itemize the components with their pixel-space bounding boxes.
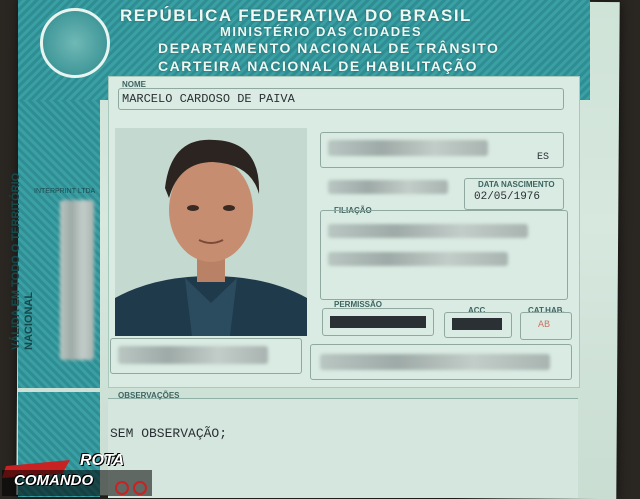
redacted-father xyxy=(328,224,528,238)
header-republic: REPÚBLICA FEDERATIVA DO BRASIL xyxy=(120,6,472,25)
header-department: DEPARTAMENTO NACIONAL DE TRÂNSITO xyxy=(158,40,500,56)
header-ministry: MINISTÉRIO DAS CIDADES xyxy=(220,24,423,39)
coat-of-arms-icon xyxy=(40,8,110,78)
redacted-side-number xyxy=(60,200,94,360)
permission-bar xyxy=(330,316,426,328)
birth-date-label: DATA NASCIMENTO xyxy=(478,180,555,189)
redacted-registration xyxy=(118,346,268,364)
category-value: AB xyxy=(538,320,551,331)
category-label: CAT.HAB. xyxy=(528,306,565,315)
validity-note: VÁLIDA EM TODO O TERRITÓRIO NACIONAL xyxy=(10,172,35,350)
observations-label: OBSERVAÇÕES xyxy=(118,391,180,400)
interprint-label: INTERPRINT LTDA xyxy=(34,188,96,195)
redacted-cpf xyxy=(328,180,448,194)
watermark-rota: ROTA xyxy=(80,452,125,469)
permission-label: PERMISSÃO xyxy=(334,300,383,309)
name-label: NOME xyxy=(122,80,146,89)
acc-bar xyxy=(452,318,502,330)
observations-panel xyxy=(108,398,578,498)
acc-label: ACC xyxy=(468,306,486,315)
birth-date-value: 02/05/1976 xyxy=(474,191,541,203)
redacted-validity xyxy=(320,354,550,370)
watermark-comando: COMANDO xyxy=(14,472,94,489)
portrait-photo xyxy=(115,128,307,336)
name-value: MARCELO CARDOSO DE PAIVA xyxy=(122,92,295,106)
uf-value: ES xyxy=(537,152,550,163)
header-document-title: CARTEIRA NACIONAL DE HABILITAÇÃO xyxy=(158,58,478,74)
observations-value: SEM OBSERVAÇÃO; xyxy=(110,426,228,441)
filiation-label: FILIAÇÃO xyxy=(334,206,372,215)
redacted-mother xyxy=(328,252,508,266)
redacted-document-number xyxy=(328,140,488,156)
portrait-image xyxy=(115,128,307,336)
